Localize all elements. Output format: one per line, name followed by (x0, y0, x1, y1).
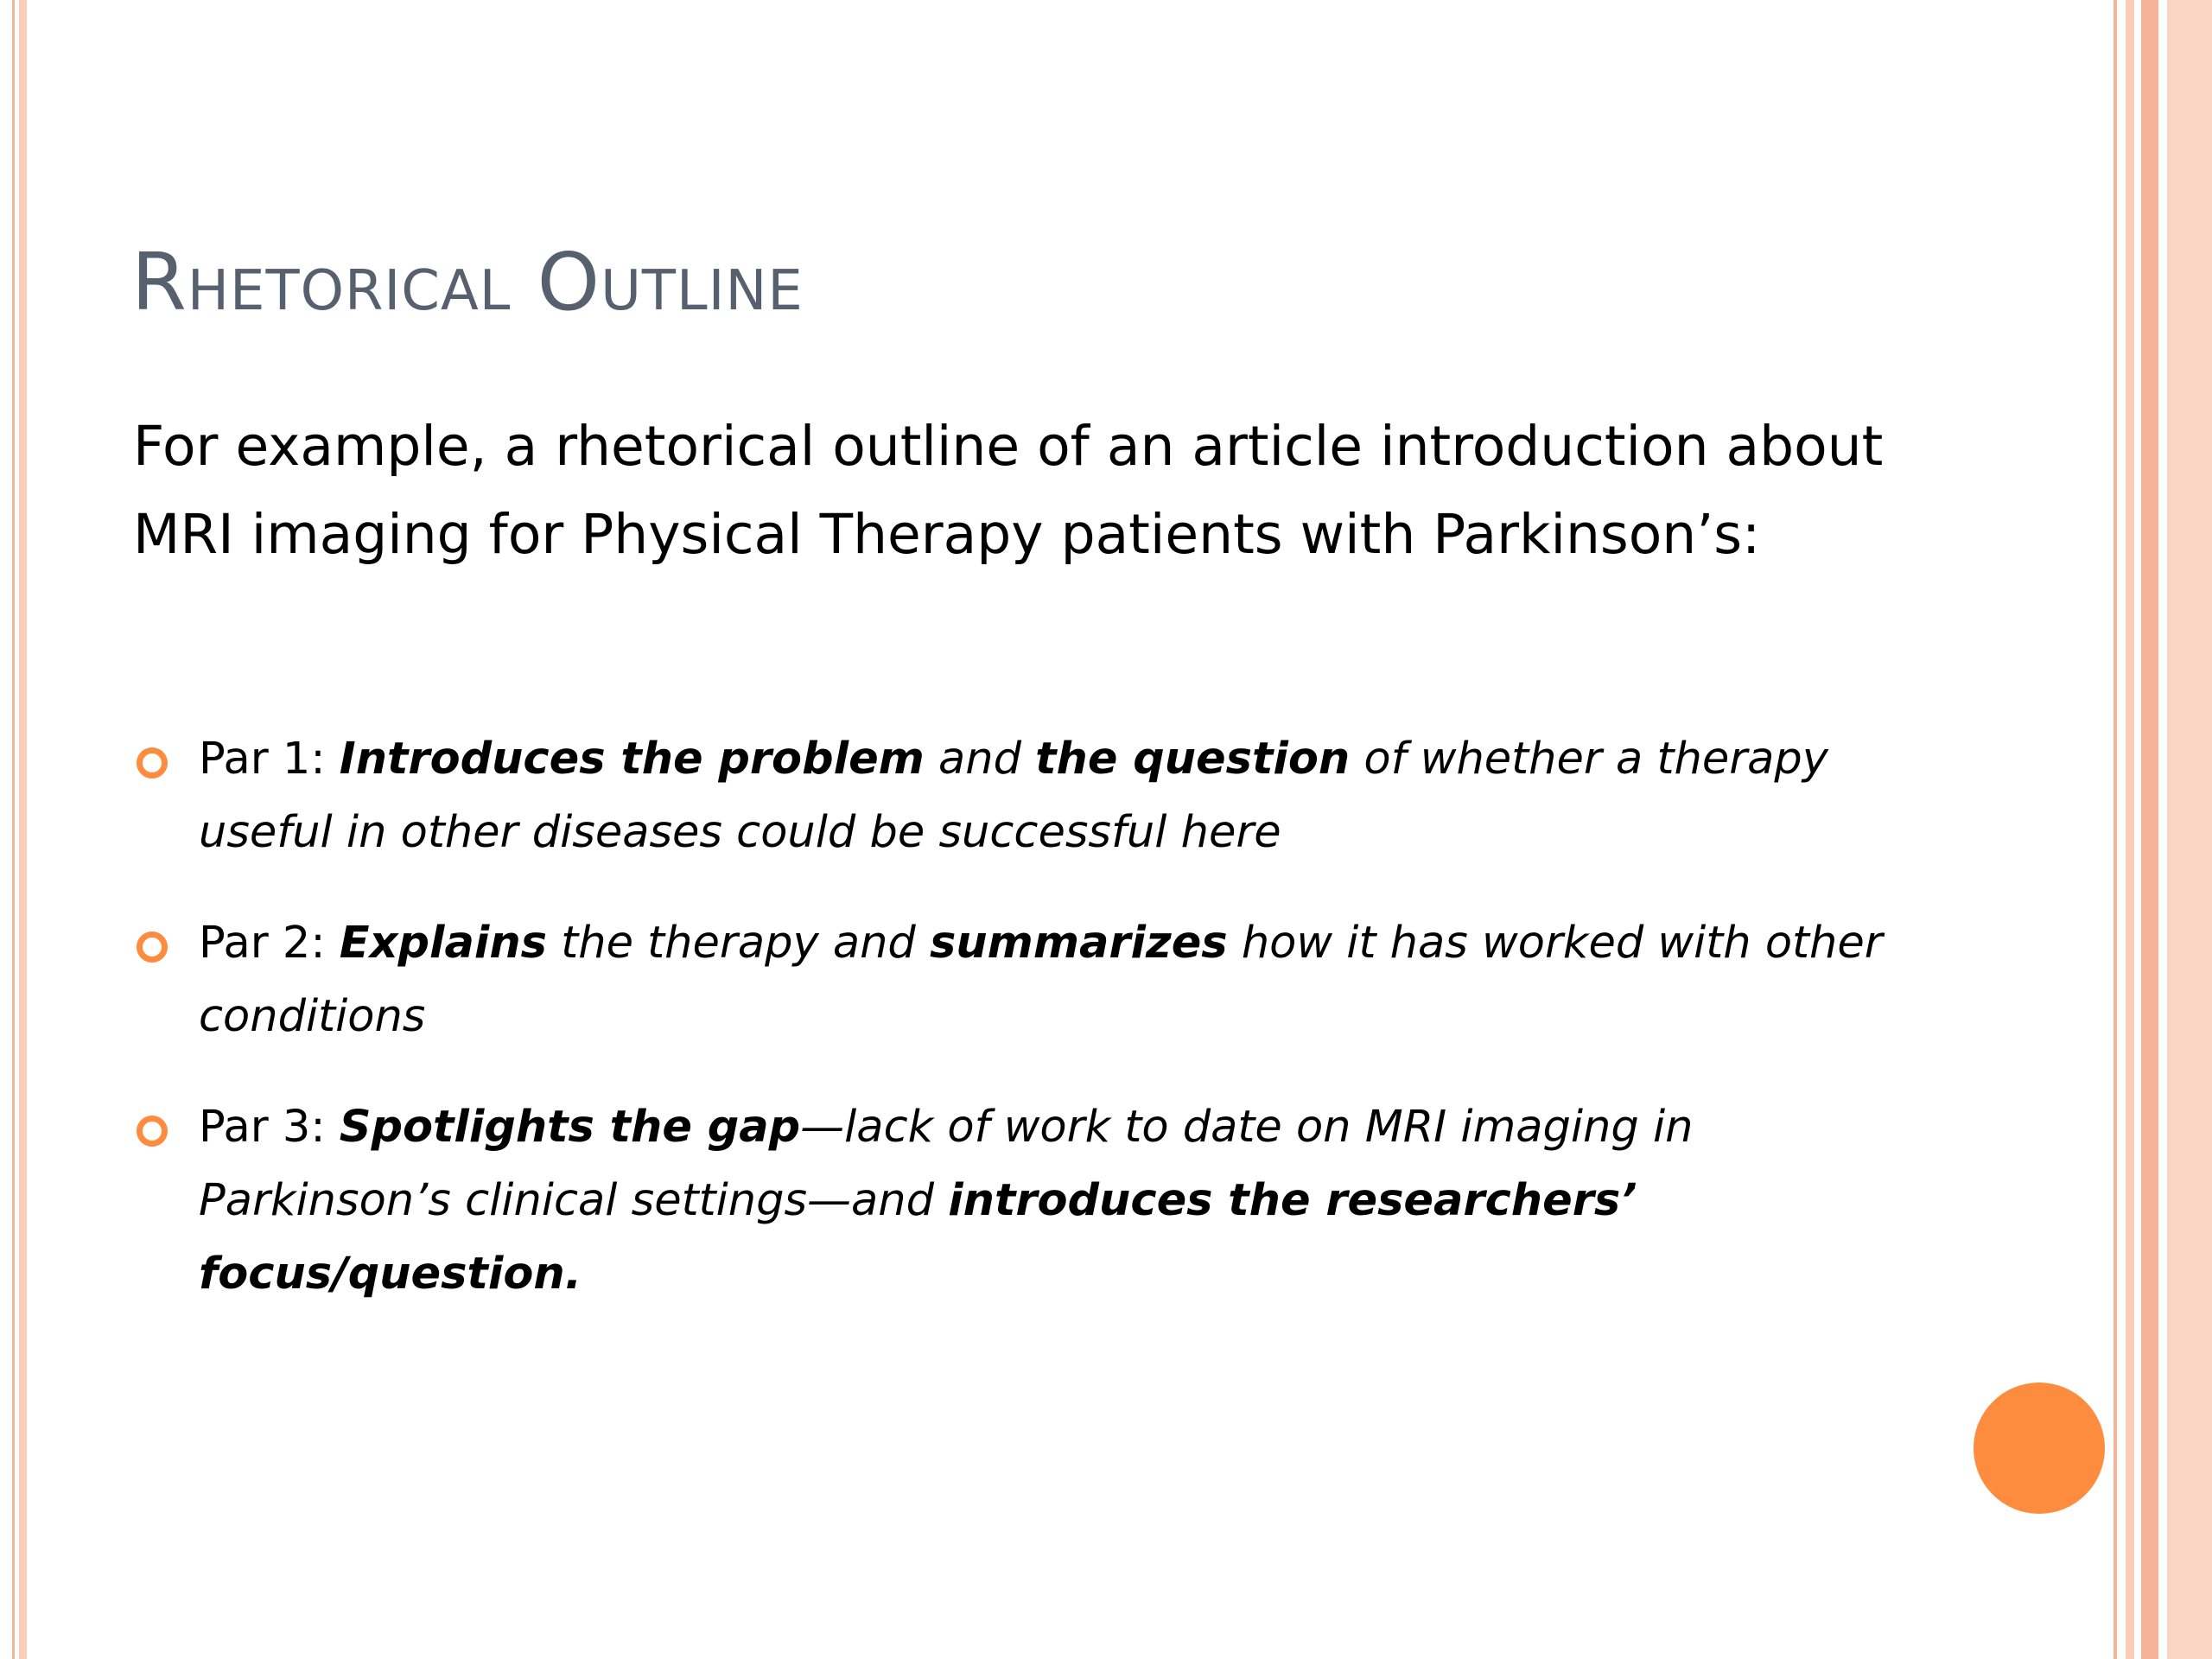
item-segment: —lack of work to date on MRI imaging in Parkinson’s clinical settings—and (199, 1102, 1694, 1226)
item-segment: and (924, 734, 1036, 785)
item-segment: summarizes (930, 918, 1228, 969)
slide-title: Rhetorical Outline (131, 236, 804, 328)
item-segment: Introduces the problem (339, 734, 925, 785)
left-border-line (12, 0, 15, 1659)
item-segment: how it has worked with other conditions (199, 918, 1883, 1042)
ring-bullet-icon (137, 931, 168, 963)
item-lead: Par 2: (199, 918, 340, 969)
left-border-stripe (19, 0, 27, 1659)
item-segment: the question (1035, 734, 1351, 785)
outline-item-par-3 (133, 1090, 1887, 1311)
item-segment: introduces the researchers’ focus/question. (199, 1175, 1637, 1300)
outline-item-par-2 (133, 906, 1887, 1053)
orange-circle-icon (1974, 1382, 2105, 1514)
intro-paragraph: For example, a rhetorical outline of an article introduction about MRI imaging for Physical Therapy patients with Parkinson’s: (133, 415, 1884, 566)
item-lead: Par 1: (199, 734, 340, 785)
outline-item-par-1 (133, 722, 1887, 869)
right-border-line (2113, 0, 2117, 1659)
item-segment: Spotlights the gap (339, 1102, 801, 1153)
item-segment: Explains (339, 918, 548, 969)
item-segment: the therapy and (547, 918, 931, 969)
right-border-stripe-wide (2141, 0, 2158, 1659)
outline-list (133, 722, 1887, 1348)
right-border-band (2167, 0, 2212, 1659)
ring-bullet-icon (137, 747, 168, 779)
right-border-stripe (2126, 0, 2134, 1659)
item-segment: of whether a therapy useful in other diseases could be successful here (199, 734, 1828, 858)
ring-bullet-icon (137, 1116, 168, 1147)
item-lead: Par 3: (199, 1102, 340, 1153)
